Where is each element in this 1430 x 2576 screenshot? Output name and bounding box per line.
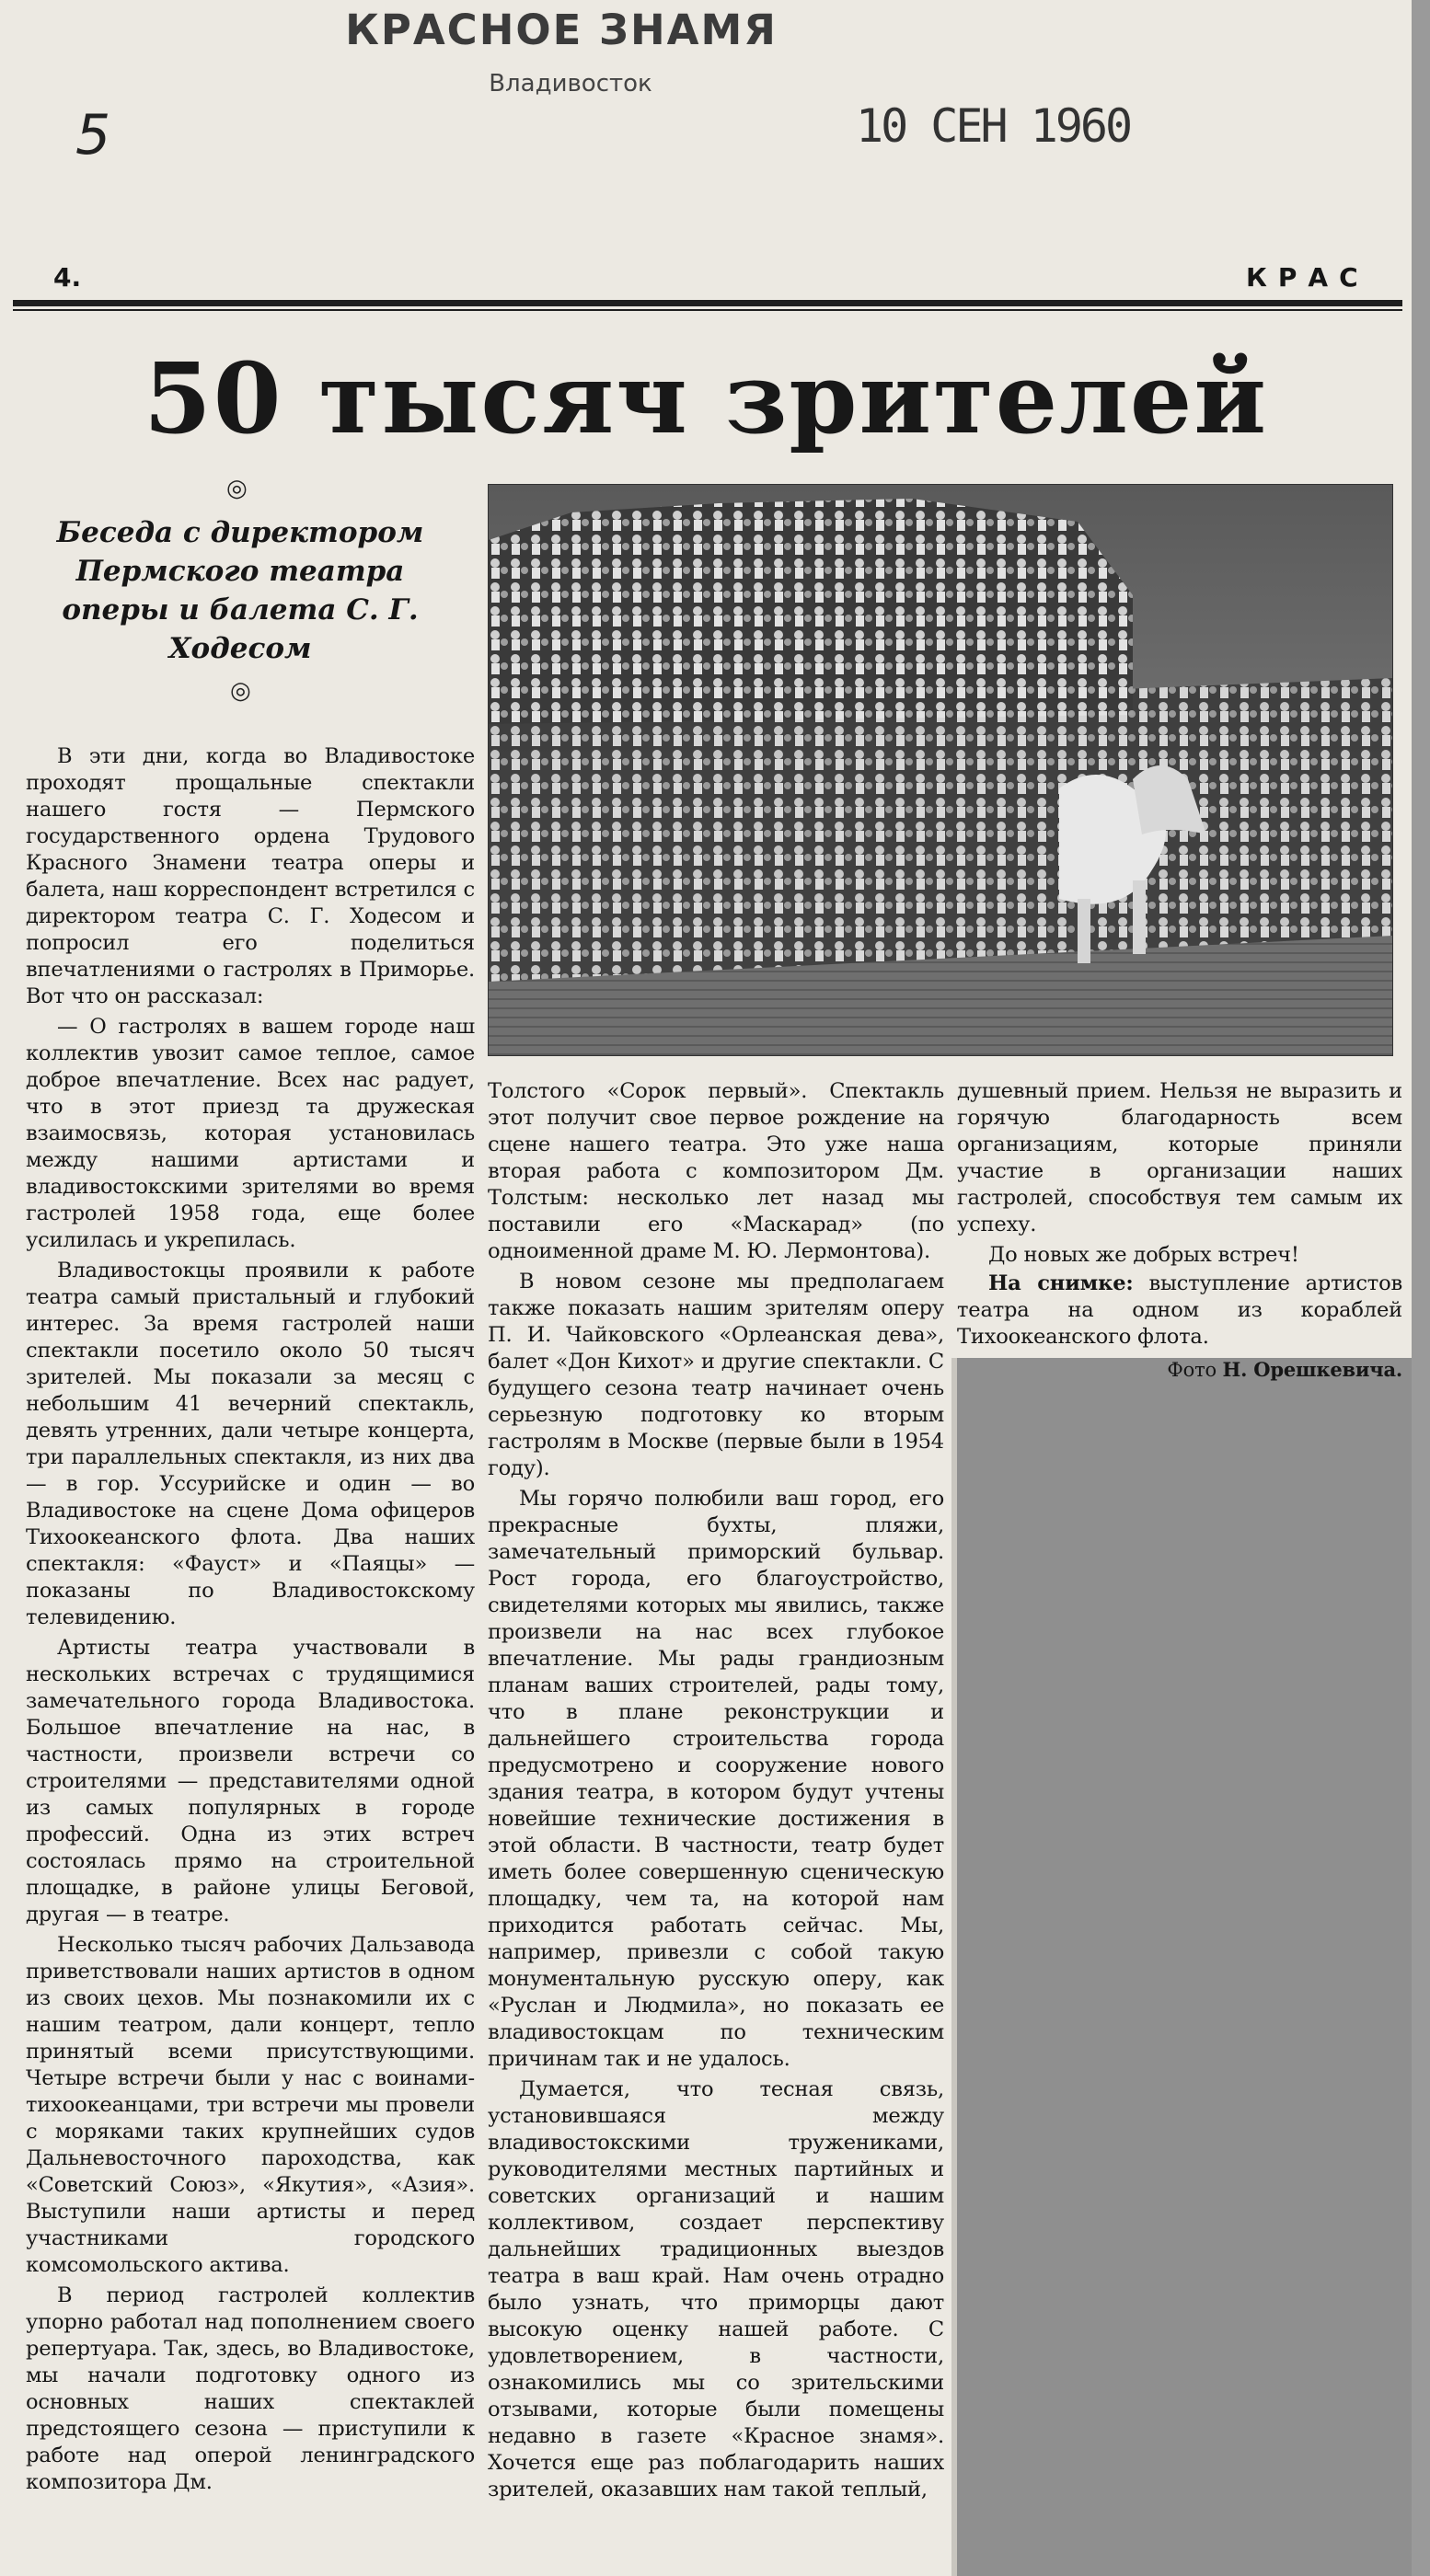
paragraph: Владивостокцы проявили к работе театра самый пристальный и глубокий интерес. За время гастролей наши спектакли посетило около 50 тысяч зрителей. Мы показали за месяц с небольшим 41 вечерний спектакль, девять утренних, дали четыре концерта, три параллельных спектакля, из них два — в гор. Уссурийске и один — во Владивостоке на сцене Дома офицеров Тихоокеанского флота. Два наших спектакля: «Фауст» и «Паяцы» — показаны по Владивостокскому телевидению. bbox=[26, 1259, 475, 1629]
photo-credit bbox=[957, 1356, 1402, 1384]
paragraph: Толстого «Сорок первый». Спектакль этот получит свое первое рождение на сцене нашего театра. Это уже наша вторая работа с композитором Дм. Толстым: несколько лет назад мы поставили его «Маскарад» (по одноименной драме М. Ю. Лермонтова). bbox=[488, 1079, 944, 1263]
paper-cut-edge bbox=[951, 1358, 957, 2576]
subtitle: Беседа с директором Пермского театра оперы и балета С. Г. Ходесом bbox=[56, 516, 424, 665]
date-stamp: 10 СЕН 1960 bbox=[856, 99, 1131, 153]
handwritten-number: 5 bbox=[75, 103, 111, 167]
article-column-1 bbox=[26, 743, 475, 2496]
credit-name: Н. Орешкевича. bbox=[1222, 1358, 1402, 1381]
paragraph: До новых же добрых встреч! bbox=[988, 1243, 1299, 1267]
paragraph: В эти дни, когда во Владивостоке проходят прощальные спектакли нашего гостя — Пермского государственного ордена Трудового Красного Знамени театра оперы и балета, наш корреспондент встретился с директором театра С. Г. Ходесом и попросил его поделиться впечатлениями о гастролях в Приморье. Вот что он рассказал: bbox=[26, 744, 475, 1008]
article-column-3 bbox=[957, 1078, 1402, 1384]
caption-text: выступление артистов театра на одном из кораблей Тихоокеанского флота. bbox=[957, 1271, 1403, 1349]
photo-illustration bbox=[489, 485, 1392, 1055]
header-rule-thin bbox=[13, 309, 1402, 311]
newspaper-stamp: КРАСНОЕ ЗНАМЯ bbox=[345, 6, 778, 54]
page-number: 4. bbox=[53, 262, 82, 293]
caption-label: На снимке: bbox=[988, 1271, 1134, 1295]
headline: 50 тысяч зрителей bbox=[144, 340, 1268, 455]
paragraph: В период гастролей коллектив упорно работал над пополнением своего репертуара. Так, здесь, во Владивостоке, мы начали подготовку одного из основных наших спектаклей предстоящего сезона — приступили к работе над оперой ленинградского композитора Дм. bbox=[26, 2283, 475, 2494]
photo-caption bbox=[957, 1271, 1402, 1351]
mount-board-edge bbox=[1412, 0, 1430, 2576]
paragraph: Артисты театра участвовали в нескольких встречах с трудящимися замечательного города Владивостока. Большое впечатление на нас, в частности, произвели встречи со строителями — представителями одной из самых популярных в городе профессий. Одна из этих встреч состоялась прямо на строительной площадке, в районе улицы Беговой, другая — в театре. bbox=[26, 1636, 475, 1926]
city-stamp: Владивосток bbox=[489, 70, 652, 98]
paragraph: Мы горячо полюбили ваш город, его прекрасные бухты, пляжи, замечательный приморский бульвар. Рост города, его благоустройство, свидетелями которых мы явились, также произвели на нас всех глубокое впечатление. Мы рады грандиозным планам ваших строителей, рады тому, что в плане реконструкции и дальнейшего строительства города предусмотрено и сооружение нового здания театра, в котором будут учтены новейшие технические достижения в этой области. В частности, театр будет иметь более совершенную сценическую площадку, чем та, на которой нам приходится работать сейчас. Мы, например, привезли с собой такую монументальную русскую оперу, как «Руслан и Людмила», но показать ее владивостокцам по техническим причинам так и не удалось. bbox=[488, 1487, 944, 2071]
paragraph: Думается, что тесная связь, установившаяся между владивостокскими тружениками, руководителями местных партийных и советских организаций и нашим коллективом, создает перспективу дальнейших традиционных выездов театра в ваш край. Нам очень отрадно было узнать, что приморцы дают высокую оценку нашей работе. С удовлетворением, в частности, ознакомились мы со зрительскими отзывами, которые были помещены недавно в газете «Красное знамя». Хочется еще раз поблагодарить наших зрителей, оказавших нам такой теплый, bbox=[488, 2077, 944, 2501]
paragraph: Несколько тысяч рабочих Дальзавода приветствовали наших артистов в одном из своих цехов. Мы познакомили их с нашим театром, дали концерт, тепло принятый всеми присутствующими. Четыре встречи были у нас с воинами-тихоокеанцами, три встречи мы провели с моряками таких крупнейших судов Дальневосточного пароходства, как «Советский Союз», «Якутия», «Азия». Выступили наши артисты и перед участниками городского комсомольского актива. bbox=[26, 1933, 475, 2277]
paragraph: — О гастролях в вашем городе наш коллектив увозит самое теплое, самое доброе впечатление. Всех нас радует, что в этот приезд та дружеская взаимосвязь, которая установилась между нашими артистами и владивостокскими зрителями во время гастролей 1958 года, еще более усилилась и укрепилась. bbox=[26, 1015, 475, 1252]
news-photo bbox=[488, 484, 1393, 1056]
credit-label: Фото bbox=[1167, 1359, 1217, 1381]
header-rule bbox=[13, 300, 1402, 306]
article-column-2 bbox=[488, 1078, 944, 2503]
paragraph: В новом сезоне мы предполагаем также показать нашим зрителям оперу П. И. Чайковского «Орлеанская дева», балет «Дон Кихот» и другие спектакли. С будущего сезона театр начинает очень серьезную подготовку ко вторым гастролям в Москве (первые были в 1954 году). bbox=[488, 1270, 944, 1480]
bullet-ornament: ◎ bbox=[226, 475, 248, 502]
paragraph: душевный прием. Нельзя не выразить и горячую благодарность всем организациям, которые приняли участие в организации наших гастролей, способствуя тем самым их успеху. bbox=[957, 1079, 1402, 1236]
bullet-ornament: ◎ bbox=[230, 677, 251, 705]
masthead-fragment: КРАС bbox=[1246, 262, 1369, 293]
